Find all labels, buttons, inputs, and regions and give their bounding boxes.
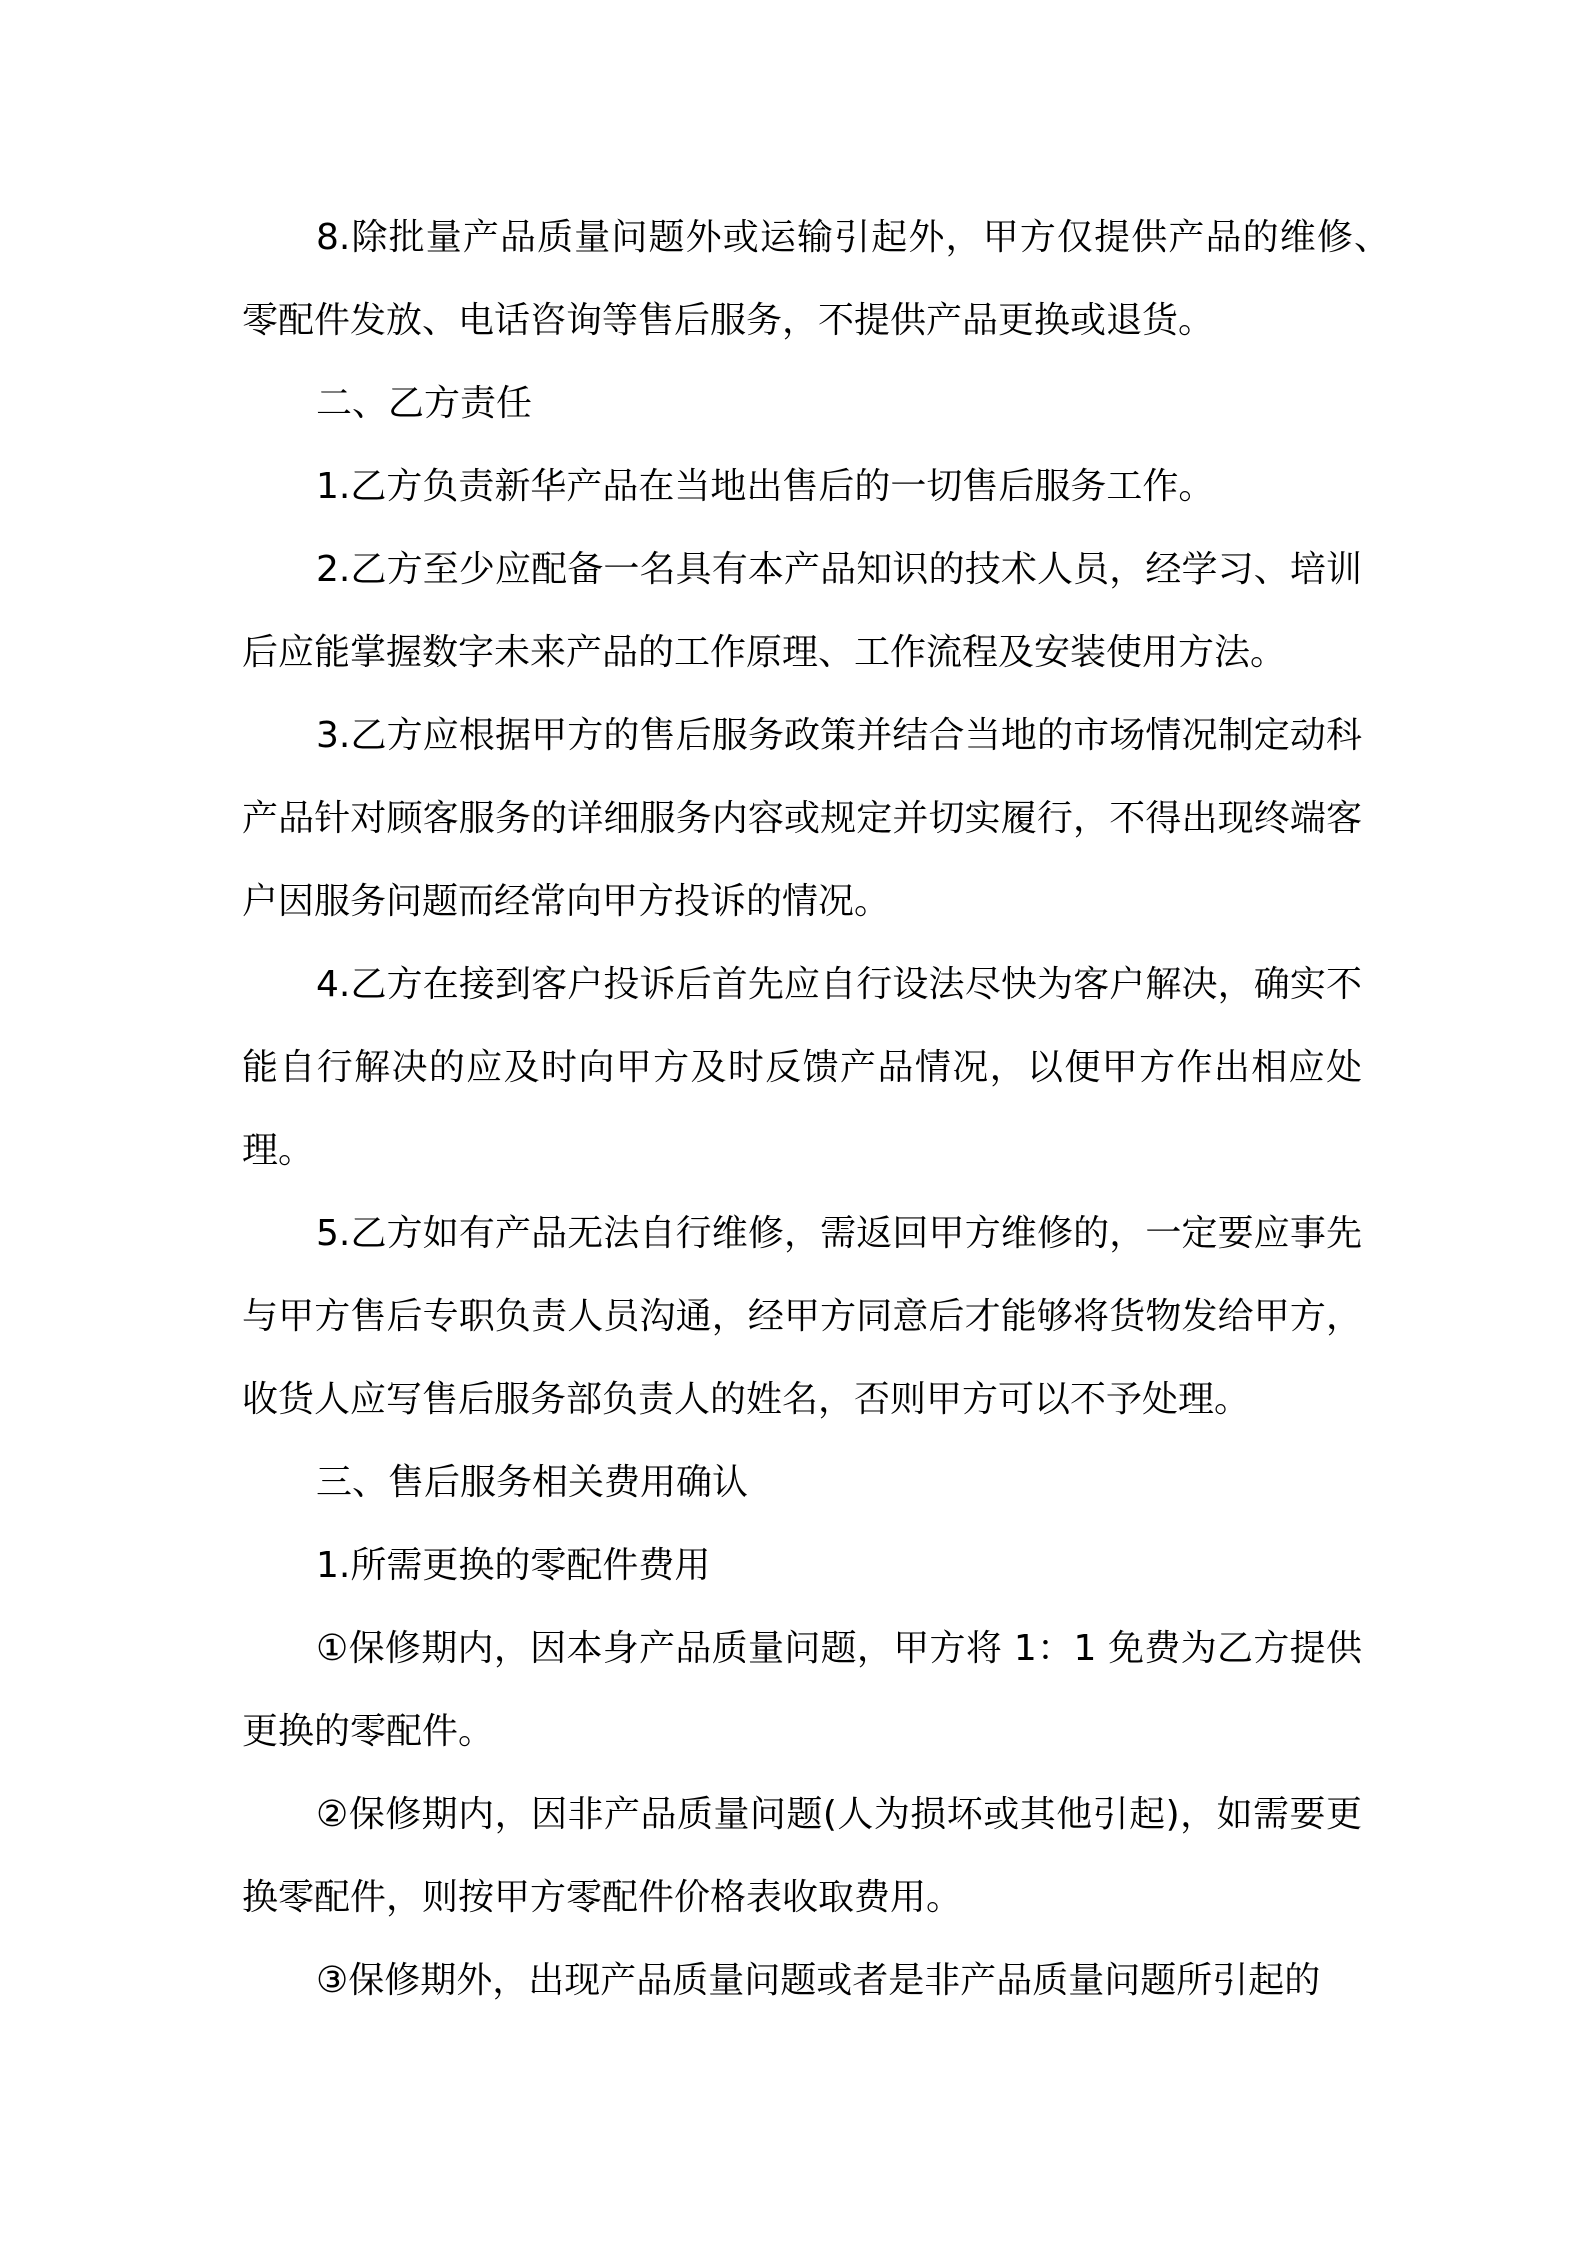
paragraph-item-2-technician: 2.乙方至少应配备一名具有本产品知识的技术人员，经学习、培训后应能掌握数字未来产品的工作原理、工作流程及安装使用方法。 <box>242 549 1362 673</box>
paragraph-spare-parts-fees: 1.所需更换的零配件费用 <box>316 1545 711 1586</box>
paragraph-item-4-complaints: 4.乙方在接到客户投诉后首先应自行设法尽快为客户解决，确实不能自行解决的应及时向甲方及时反馈产品情况，以便甲方作出相应处理。 <box>242 964 1362 1171</box>
paragraph-item-1-after-sales: 1.乙方负责新华产品在当地出售后的一切售后服务工作。 <box>316 466 1215 507</box>
paragraph-out-of-warranty: ③保修期外，出现产品质量问题或者是非产品质量问题所引起的 <box>316 1960 1321 2001</box>
document-body <box>242 196 1390 2022</box>
section-heading-party-b-responsibility: 二、乙方责任 <box>316 383 533 424</box>
paragraph-warranty-non-quality-issue: ②保修期内，因非产品质量问题(人为损坏或其他引起)，如需要更换零配件，则按甲方零配件价格表收取费用。 <box>242 1794 1362 1918</box>
section-heading-service-fees: 三、售后服务相关费用确认 <box>316 1462 749 1503</box>
paragraph-item-8-repair-service: 8.除批量产品质量问题外或运输引起外，甲方仅提供产品的维修、零配件发放、电话咨询等售后服务，不提供产品更换或退货。 <box>242 217 1390 341</box>
paragraph-item-5-returns: 5.乙方如有产品无法自行维修，需返回甲方维修的，一定要应事先与甲方售后专职负责人员沟通，经甲方同意后才能够将货物发给甲方，收货人应写售后服务部负责人的姓名，否则甲方可以不予处理。 <box>242 1213 1362 1420</box>
paragraph-warranty-quality-issue: ①保修期内，因本身产品质量问题，甲方将 1：1 免费为乙方提供更换的零配件。 <box>242 1628 1362 1752</box>
paragraph-item-3-service-policy: 3.乙方应根据甲方的售后服务政策并结合当地的市场情况制定动科产品针对顾客服务的详细服务内容或规定并切实履行，不得出现终端客户因服务问题而经常向甲方投诉的情况。 <box>242 715 1362 922</box>
